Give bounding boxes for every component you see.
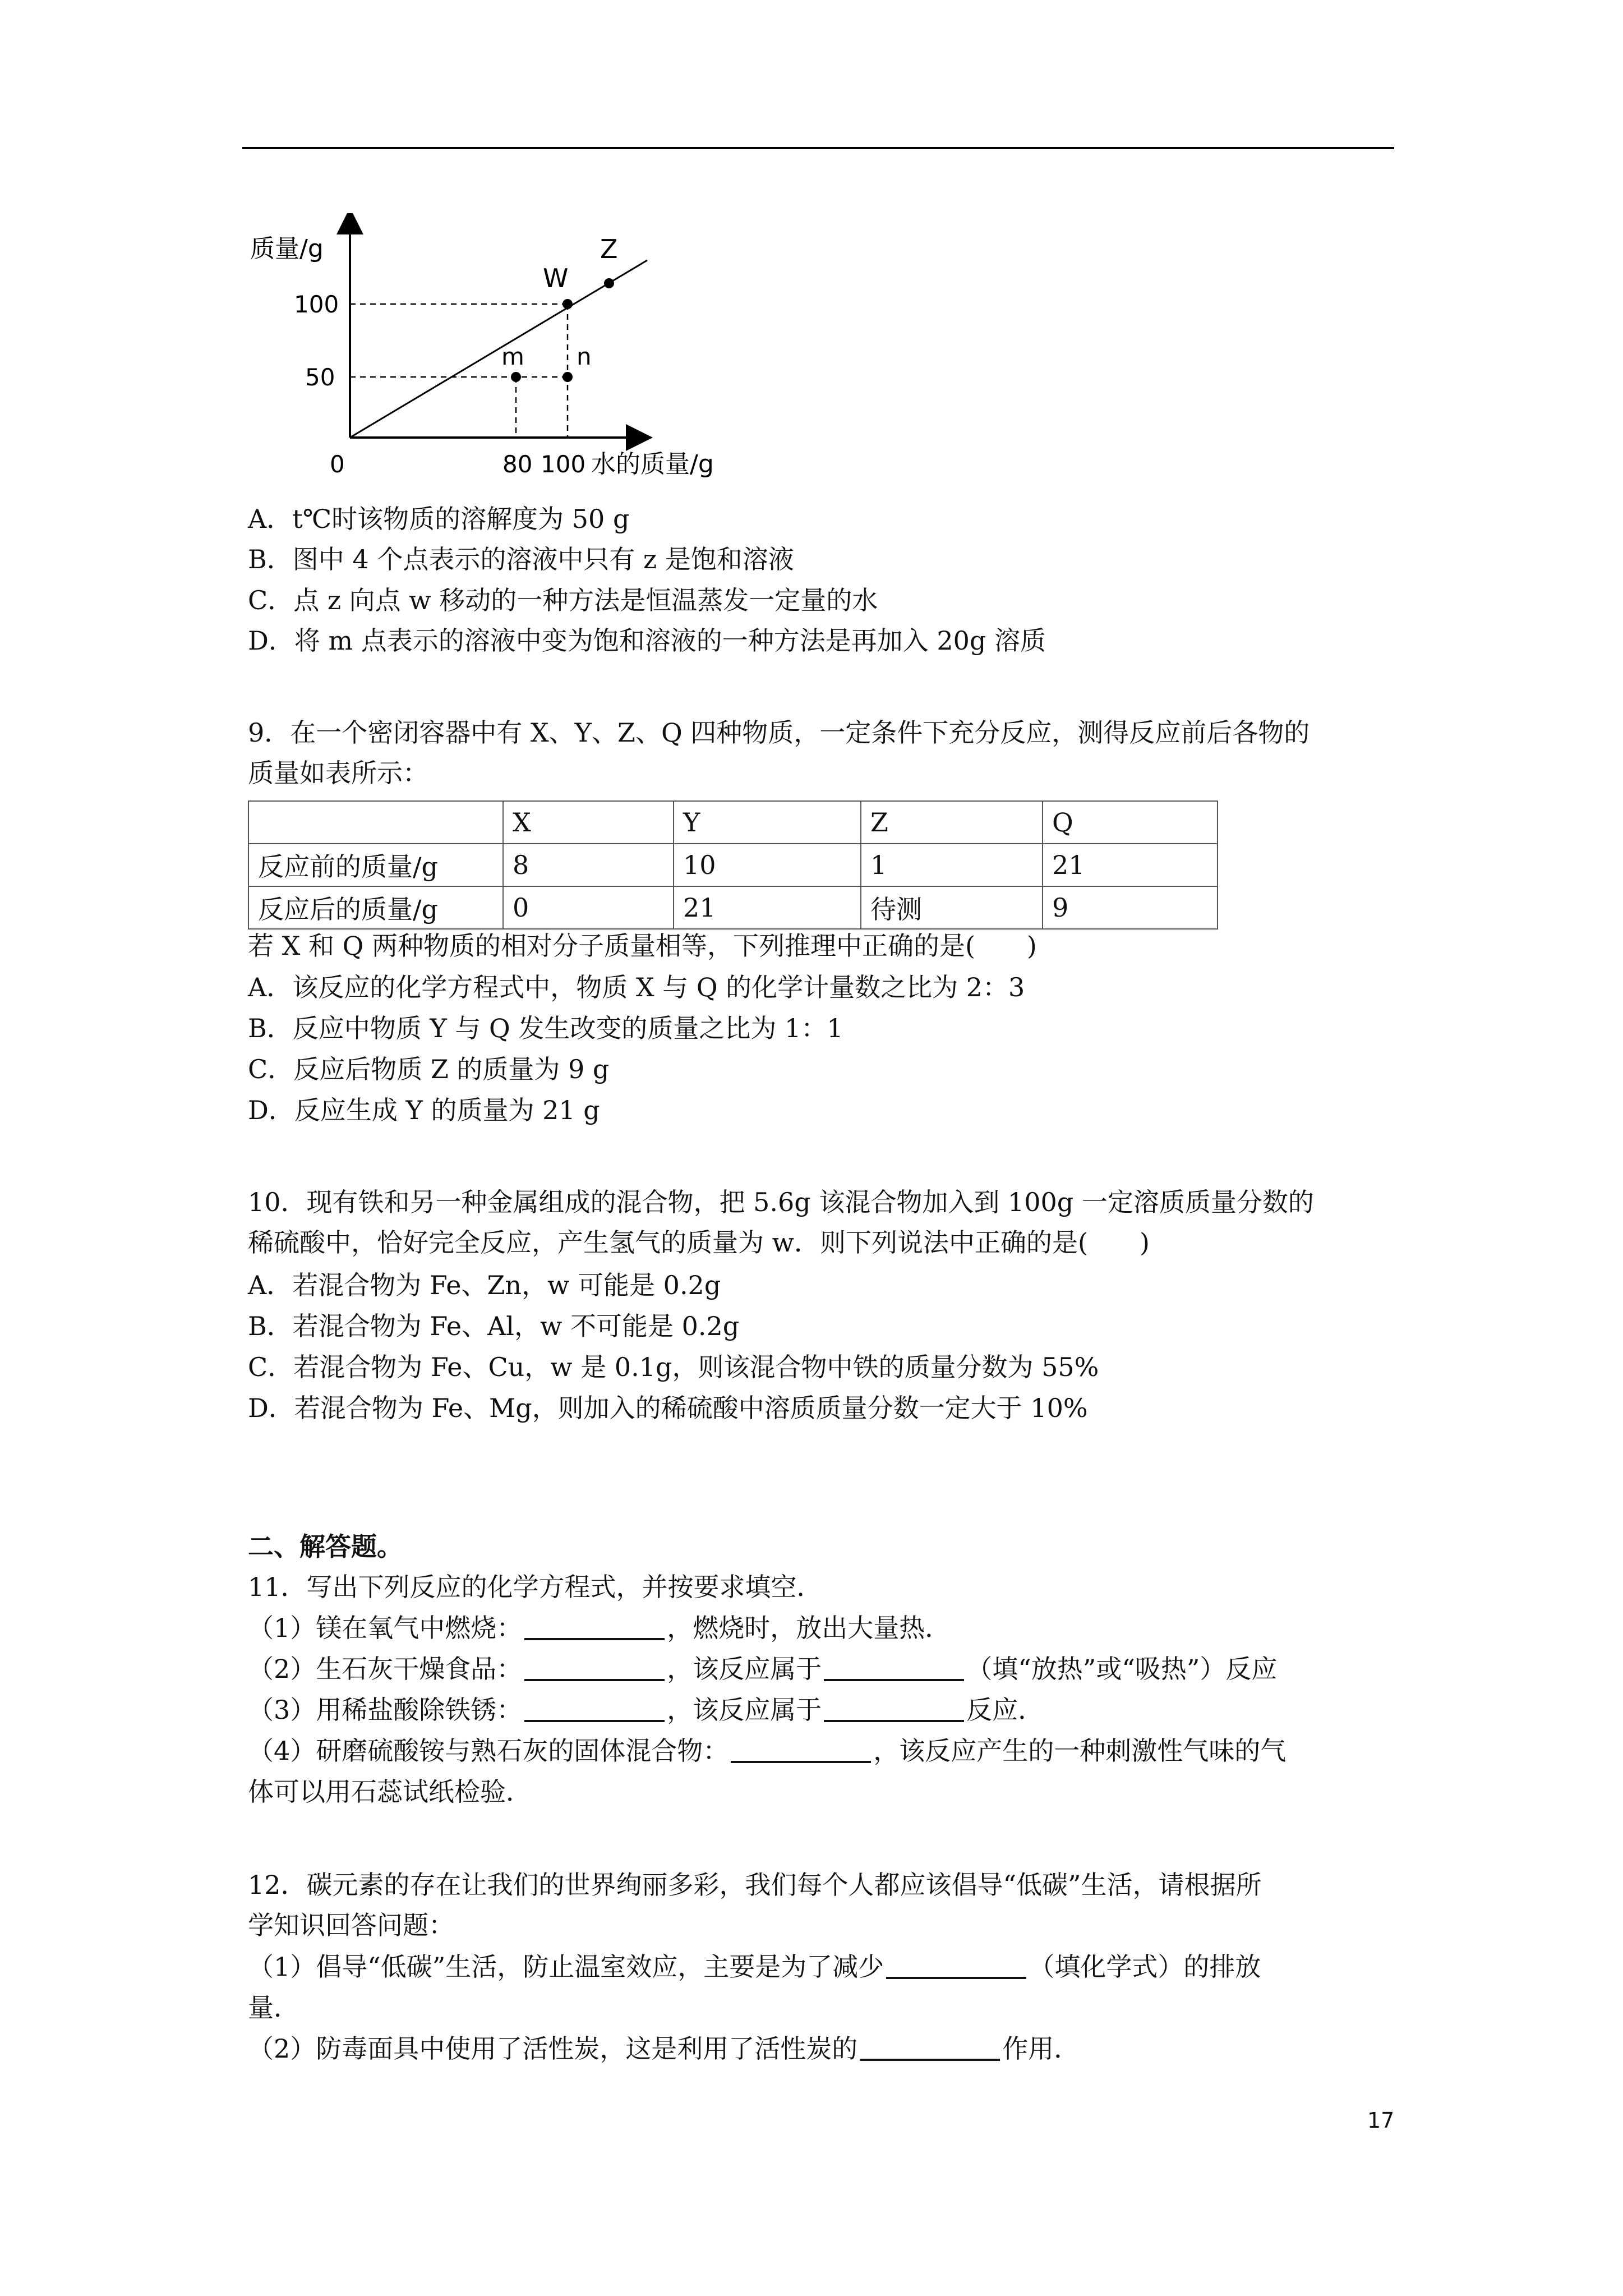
table-cell: 1 xyxy=(861,844,1043,886)
solubility-chart xyxy=(247,213,808,482)
answer-blank xyxy=(524,1679,665,1681)
table-cell: 反应后的质量/g xyxy=(248,886,503,929)
table-cell: 8 xyxy=(503,844,674,886)
table-cell: 0 xyxy=(503,886,674,929)
table-cell: Q xyxy=(1043,801,1218,844)
table-row xyxy=(248,886,1218,929)
table-row xyxy=(248,844,1218,886)
table-header-row xyxy=(248,801,1218,844)
q9-stem-1: 9．在一个密闭容器中有 X、Y、Z、Q 四种物质，一定条件下充分反应，测得反应前后各物的 xyxy=(248,717,1310,748)
q11-item-2: （2）生石灰干燥食品： ，该反应属于 （填“放热”或“吸热”）反应 xyxy=(248,1654,1278,1684)
point-m xyxy=(511,372,521,382)
q12-item-2: （2）防毒面具中使用了活性炭，这是利用了活性炭的 作用． xyxy=(248,2033,1080,2064)
q11-item-4: （4）研磨硫酸铵与熟石灰的固体混合物： ，该反应产生的一种刺激性气味的气 xyxy=(248,1736,1287,1766)
table-cell: 待测 xyxy=(861,886,1043,929)
answer-blank xyxy=(860,2059,1000,2061)
label-n: n xyxy=(577,343,592,370)
point-w xyxy=(562,299,573,309)
q11-item-3: （3）用稀盐酸除铁锈： ，该反应属于 反应． xyxy=(248,1695,1044,1725)
q10-option-b: B．若混合物为 Fe、Al，w 不可能是 0.2g xyxy=(248,1311,740,1341)
header-rule xyxy=(242,147,1394,149)
q9-table xyxy=(248,800,1218,930)
y-axis-label: 质量/g xyxy=(250,234,324,263)
point-z xyxy=(604,278,614,288)
label-w: W xyxy=(543,263,569,293)
table-cell: X xyxy=(503,801,674,844)
page-number: 17 xyxy=(1367,2108,1395,2133)
q8-option-d: D．将 m 点表示的溶液中变为饱和溶液的一种方法是再加入 20g 溶质 xyxy=(248,625,1046,656)
q8-option-a: A．t℃时该物质的溶解度为 50 g xyxy=(248,504,630,534)
answer-blank xyxy=(731,1761,871,1763)
q10-stem-1: 10．现有铁和另一种金属组成的混合物，把 5.6g 该混合物加入到 100g 一定溶质质量分数的 xyxy=(248,1187,1314,1217)
q11-item-1: （1）镁在氧气中燃烧： ，燃烧时，放出大量热． xyxy=(248,1613,951,1643)
table-cell: Y xyxy=(674,801,861,844)
q11-item-4-cont: 体可以用石蕊试纸检验． xyxy=(248,1777,532,1807)
q9-option-b: B．反应中物质 Y 与 Q 发生改变的质量之比为 1：1 xyxy=(248,1013,843,1043)
q10-option-c: C．若混合物为 Fe、Cu，w 是 0.1g，则该混合物中铁的质量分数为 55% xyxy=(248,1352,1099,1382)
q8-option-c: C．点 z 向点 w 移动的一种方法是恒温蒸发一定量的水 xyxy=(248,585,878,615)
table-cell: Z xyxy=(861,801,1043,844)
q9-stem-2: 质量如表所示： xyxy=(248,758,428,788)
table-cell: 反应前的质量/g xyxy=(248,844,503,886)
label-z: Z xyxy=(600,234,618,264)
table-cell: 10 xyxy=(674,844,861,886)
q12-item-1: （1）倡导“低碳”生活，防止温室效应，主要是为了减少 （填化学式）的排放 xyxy=(248,1952,1261,1982)
q9-question: 若 X 和 Q 两种物质的相对分子质量相等，下列推理中正确的是( ) xyxy=(248,931,1037,961)
label-m: m xyxy=(501,343,524,370)
table-cell xyxy=(248,801,503,844)
q9-option-c: C．反应后物质 Z 的质量为 9 g xyxy=(248,1054,610,1084)
answer-blank xyxy=(524,1720,665,1722)
q10-stem-2: 稀硫酸中，恰好完全反应，产生氢气的质量为 w．则下列说法中正确的是( ) xyxy=(248,1227,1150,1258)
x-tick-80: 80 xyxy=(502,450,533,478)
table-cell: 21 xyxy=(674,886,861,929)
y-tick-50: 50 xyxy=(305,364,335,391)
solubility-line xyxy=(350,260,647,438)
point-n xyxy=(562,372,573,382)
origin-label: 0 xyxy=(330,450,345,478)
answer-blank xyxy=(886,1977,1026,1979)
q9-option-a: A．该反应的化学方程式中，物质 X 与 Q 的化学计量数之比为 2：3 xyxy=(248,972,1025,1002)
q10-option-d: D．若混合物为 Fe、Mg，则加入的稀硫酸中溶质质量分数一定大于 10% xyxy=(248,1393,1088,1423)
answer-blank xyxy=(524,1638,665,1640)
y-tick-100: 100 xyxy=(294,291,339,318)
q12-stem-2: 学知识回答问题： xyxy=(248,1910,454,1940)
q12-stem-1: 12．碳元素的存在让我们的世界绚丽多彩，我们每个人都应该倡导“低碳”生活，请根据所 xyxy=(248,1870,1262,1900)
q11-stem: 11．写出下列反应的化学方程式，并按要求填空． xyxy=(248,1572,823,1602)
q10-option-a: A．若混合物为 Fe、Zn，w 可能是 0.2g xyxy=(248,1270,721,1300)
table-cell: 9 xyxy=(1043,886,1218,929)
x-tick-100: 100 xyxy=(541,450,586,478)
x-axis-label: 水的质量/g xyxy=(591,450,714,478)
table-cell: 21 xyxy=(1043,844,1218,886)
q8-option-b: B．图中 4 个点表示的溶液中只有 z 是饱和溶液 xyxy=(248,544,794,574)
section-2-heading: 二、解答题。 xyxy=(248,1531,403,1562)
q9-option-d: D．反应生成 Y 的质量为 21 g xyxy=(248,1095,600,1125)
answer-blank xyxy=(824,1679,964,1681)
answer-blank xyxy=(824,1720,964,1722)
q12-item-1-cont: 量． xyxy=(248,1993,299,2023)
